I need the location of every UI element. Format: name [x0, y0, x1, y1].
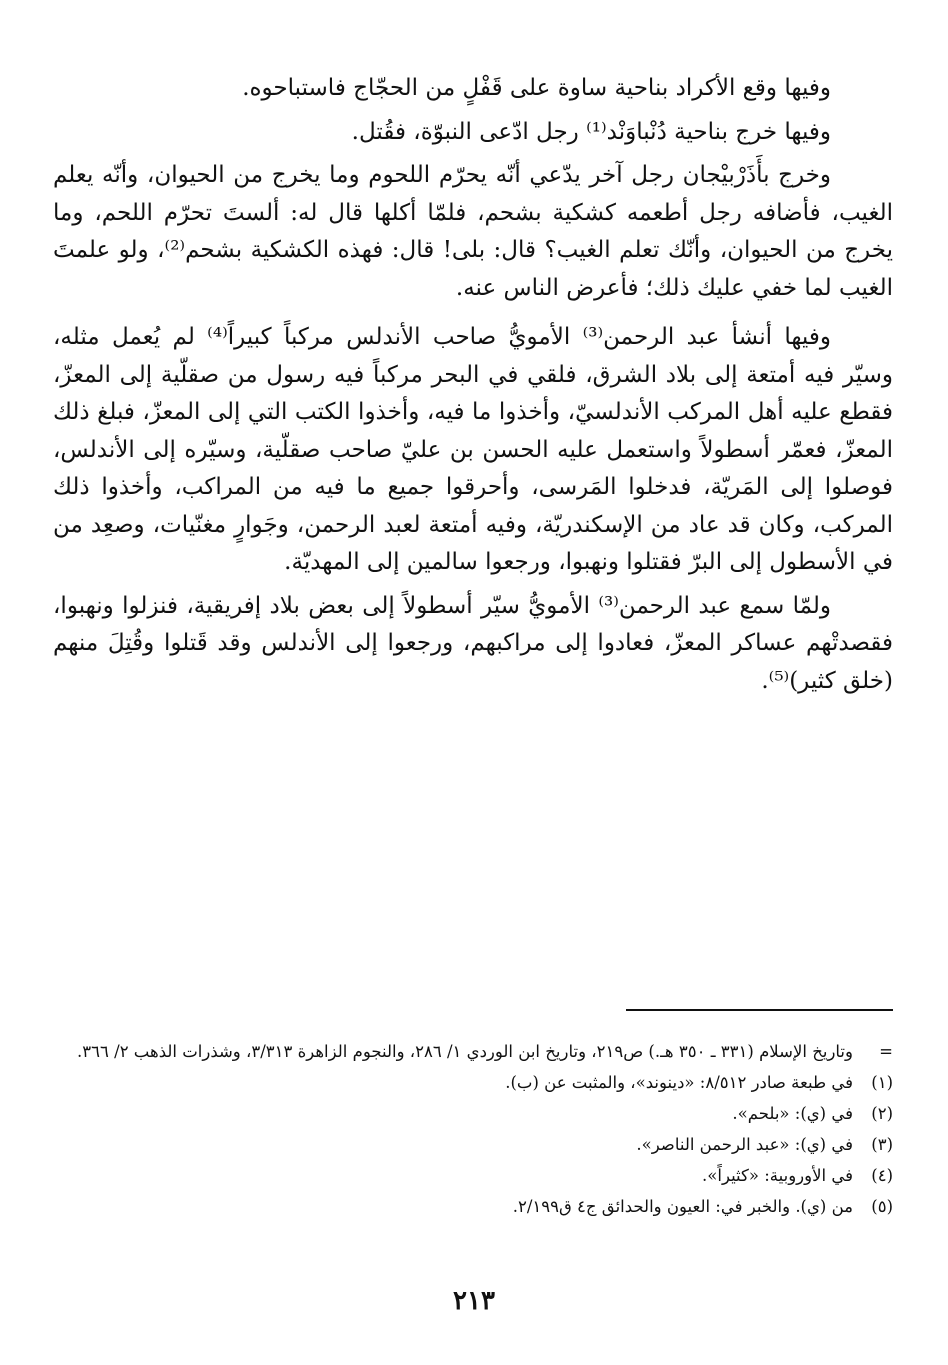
footnote-divider	[626, 1009, 893, 1011]
main-text	[53, 70, 893, 706]
footnote	[53, 1036, 893, 1067]
paragraph: وخرج بأَذَرْبيْجان رجل آخر يدّعي أنّه يحرّم اللحوم وما يخرج من الحيوان، وأنّه يعلم الغيب، فأضافه رجل أطعمه كشكية بشحم، فلمّا أكلها قال له: ألستَ تحرّم اللحم، وما يخرج من الحيوان، وأنّك تعلم الغيب؟ قال: بلى! قال: فهذه الكشكية بشحم⁽²⁾، ولو علمتَ الغيب لما خفي عليك ذلك؛ فأعرض الناس عنه.	[53, 162, 893, 301]
footnote-text: في (ي): «عبد الرحمن الناصر».	[636, 1135, 853, 1154]
footnote	[53, 1191, 893, 1222]
page-number: ٢١٣	[453, 1286, 495, 1316]
footnote-text: في الأوروبية: «كثيراً».	[702, 1166, 853, 1185]
footnote-text: وتاريخ الإسلام (٣٣١ ـ ٣٥٠ هـ.) ص٢١٩، وتاريخ ابن الوردي ١/ ٢٨٦، والنجوم الزاهرة ٣/٣١٣، وشذرات الذهب ٢/ ٣٦٦.	[77, 1042, 853, 1061]
footnote-text: من (ي). والخبر في: العيون والحدائق ج٤ ق٢/١٩٩.	[512, 1197, 853, 1216]
footnote-text: في طبعة صادر ٨/٥١٢: «دينوند»، والمثبت عن (ب).	[505, 1073, 853, 1092]
footnote-mark: (٣)	[871, 1135, 893, 1154]
footnote-mark: (٤)	[871, 1166, 893, 1185]
footnote	[53, 1160, 893, 1191]
footnote-mark: (١)	[871, 1073, 893, 1092]
footnote-mark: (٥)	[871, 1197, 893, 1216]
paragraph: وفيها وقع الأكراد بناحية ساوة على قَفْلٍ من الحجّاج فاستباحوه.	[242, 75, 831, 101]
footnote-text: في (ي): «بلحم».	[732, 1104, 853, 1123]
footnote-mark: (٢)	[871, 1104, 893, 1123]
footnote	[53, 1129, 893, 1160]
footnote-mark: =	[879, 1042, 893, 1061]
paragraph: ولمّا سمع عبد الرحمن⁽³⁾ الأمويُّ سيّر أسطولاً إلى بعض بلاد إفريقية، فنزلوا ونهبوا، فقصدتْهم عساكر المعزّ، فعادوا إلى مراكبهم، ورجعوا إلى الأندلس وقد قَتلوا وقُتِلَ منهم (خلق كثير)⁽⁵⁾.	[53, 592, 893, 694]
footnotes	[53, 1036, 893, 1222]
footnote	[53, 1098, 893, 1129]
paragraph: وفيها خرج بناحية دُنْباوَنْد⁽¹⁾ رجل ادّعى النبوّة، فقُتل.	[351, 118, 831, 145]
footnote	[53, 1067, 893, 1098]
paragraph: وفيها أنشأ عبد الرحمن⁽³⁾ الأمويُّ صاحب الأندلس مركباً كبيراً⁽⁴⁾ لم يُعمل مثله، وسيّر فيه أمتعة إلى بلاد الشرق، فلقي في البحر مركباً فيه رسول من صقلّية إلى المعزّ، فقطع عليه أهل المركب الأندلسيّ، وأخذوا ما فيه، وأخذوا الكتب التي إلى المعزّ، فبلغ ذلك المعزّ، فعمّر أسطولاً واستعمل عليه الحسن بن عليّ صاحب صقلّية، وسيّره إلى الأندلس، فوصلوا إلى المَريّة، فدخلوا المَرسى، وأحرقوا جميع ما فيه من المراكب، وأخذوا ذلك المركب، وكان قد عاد من الإسكندريّة، وفيه أمتعة لعبد الرحمن، وجَوارٍ مغنّيات، وصعِد من في الأسطول إلى البرّ فقتلوا ونهبوا، ورجعوا سالمين إلى المهديّة.	[53, 324, 893, 575]
